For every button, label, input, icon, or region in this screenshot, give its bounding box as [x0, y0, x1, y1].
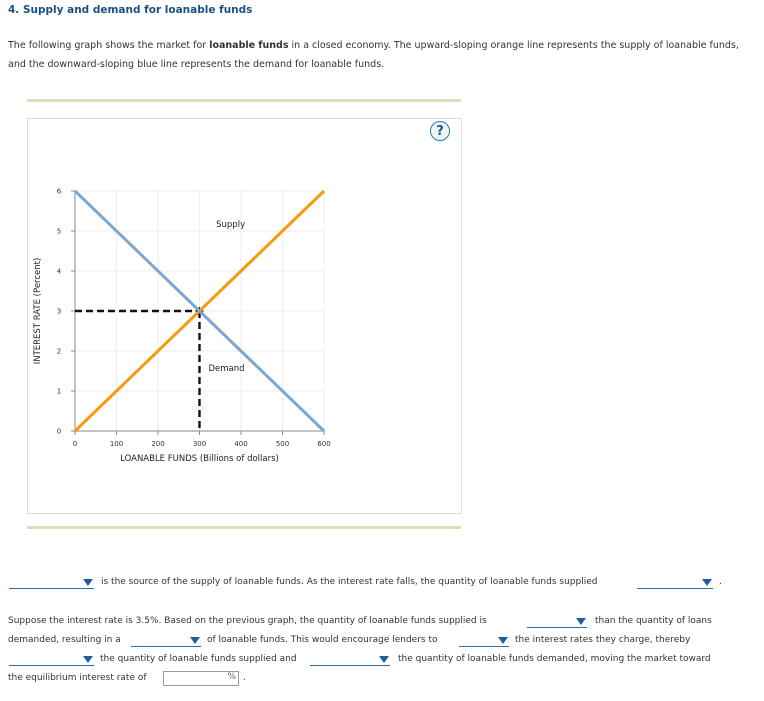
p2-line1-tail: than the quantity of loans [595, 616, 712, 626]
x-tick-label-200: 200 [151, 440, 165, 448]
chevron-down-icon [379, 656, 389, 663]
x-tick-label-600: 600 [317, 440, 331, 448]
lender-action-dropdown[interactable] [459, 635, 509, 647]
chevron-down-icon [702, 579, 712, 586]
p2-line2-tail: the interest rates they charge, thereby [515, 635, 691, 645]
help-icon[interactable]: ? [430, 121, 450, 141]
y-axis-title: INTEREST RATE (Percent) [33, 257, 43, 365]
y-tick-label-4: 4 [56, 267, 62, 276]
p2-line4-text: the equilibrium interest rate of [8, 673, 147, 683]
chevron-down-icon [83, 656, 93, 663]
supply-label: Supply [216, 220, 246, 230]
x-tick-label-0: 0 [72, 440, 78, 448]
chevron-down-icon [83, 579, 93, 586]
source-of-supply-dropdown[interactable] [9, 577, 94, 589]
demanded-effect-dropdown[interactable] [310, 654, 390, 666]
y-tick-label-0: 0 [56, 427, 62, 436]
x-axis-title: LOANABLE FUNDS (Billions of dollars) [120, 454, 279, 464]
p2-line2-mid: of loanable funds. This would encourage lenders to [207, 635, 438, 645]
equilibrium-rate-input[interactable] [163, 671, 239, 686]
chart-labels [33, 220, 279, 464]
y-tick-label-6: 6 [56, 187, 62, 196]
supplied-comparison-dropdown[interactable] [527, 616, 587, 628]
question-title: 4. Supply and demand for loanable funds [8, 4, 253, 16]
y-tick-label-3: 3 [56, 307, 62, 316]
p2-end-period: . [243, 673, 246, 683]
question-intro: The following graph shows the market for loanable funds in a closed economy. The upward-sloping orange line represents the supply of loanable funds, and the downward-sloping blue line represents the demand for loanable funds. [8, 40, 739, 70]
supplied-change-dropdown[interactable] [637, 577, 713, 589]
y-tick-label-1: 1 [56, 387, 62, 396]
p2-line2-text: demanded, resulting in a [8, 635, 121, 645]
chevron-down-icon [498, 637, 508, 644]
x-tick-label-300: 300 [192, 440, 207, 448]
x-tick-label-100: 100 [109, 440, 124, 448]
demand-label: Demand [208, 364, 245, 374]
p2-line3-tail: the quantity of loanable funds demanded, moving the market toward [398, 654, 711, 664]
p2-line3-text: the quantity of loanable funds supplied and [100, 654, 297, 664]
p1-period: . [719, 577, 722, 587]
y-tick-label-5: 5 [56, 227, 62, 236]
chevron-down-icon [576, 618, 586, 625]
shortage-surplus-dropdown[interactable] [131, 635, 201, 647]
supplied-effect-dropdown[interactable] [9, 654, 94, 666]
chevron-down-icon [190, 637, 200, 644]
y-tick-label-2: 2 [56, 347, 62, 356]
p2-line1-text: Suppose the interest rate is 3.5%. Based on the previous graph, the quantity of loanable funds supplied is [8, 616, 487, 626]
x-tick-label-400: 400 [234, 440, 248, 448]
p1-text: is the source of the supply of loanable funds. As the interest rate falls, the quantity of loanable funds supplied [101, 577, 598, 587]
percent-unit: % [227, 672, 236, 682]
x-tick-label-500: 500 [275, 440, 290, 448]
